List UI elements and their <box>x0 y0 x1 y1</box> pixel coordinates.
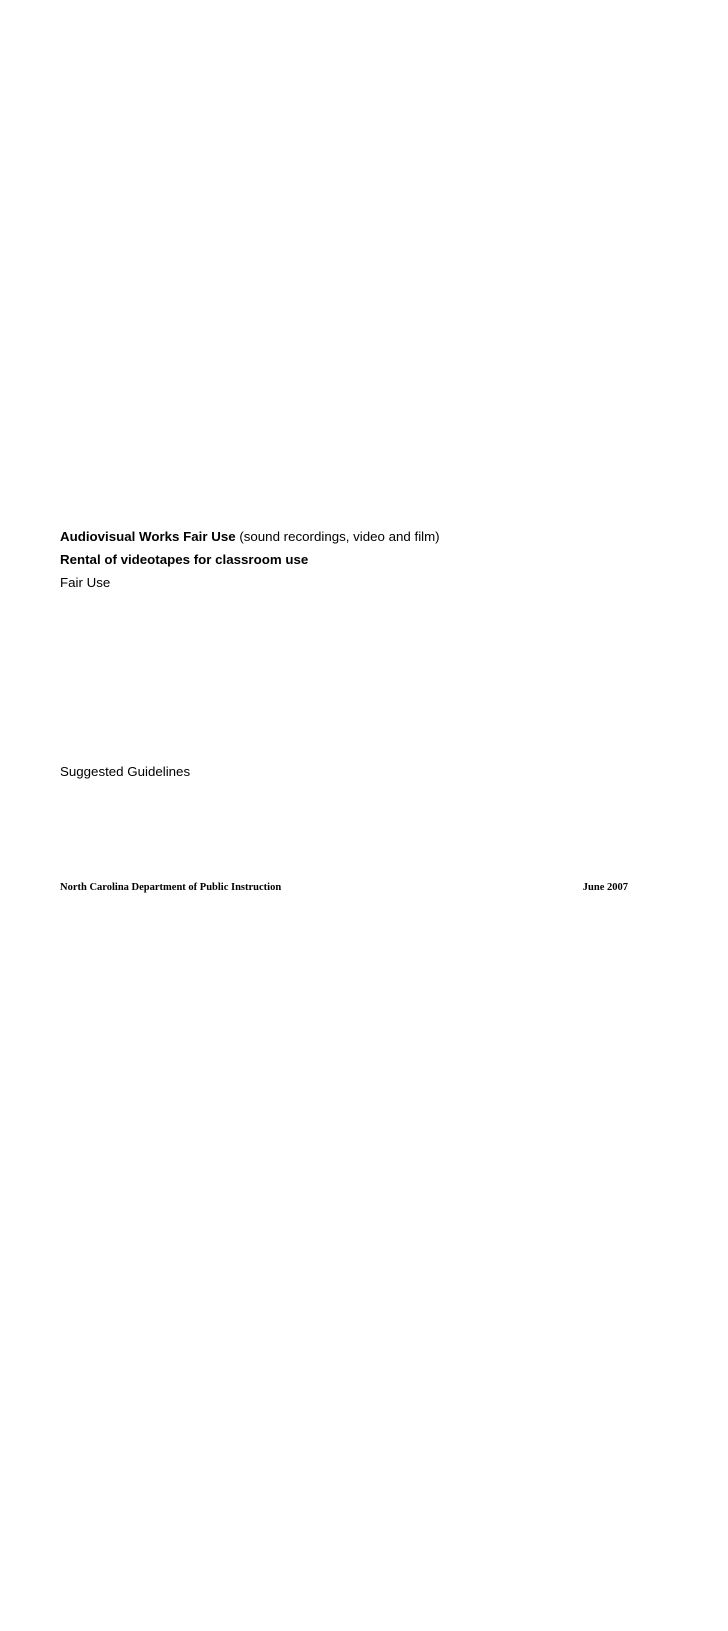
section-heading-rental: Rental of videotapes for classroom use <box>60 552 309 567</box>
footer-date: June 2007 <box>582 882 628 893</box>
page-footer <box>60 882 628 893</box>
section-heading-audiovisual: Audiovisual Works Fair Use (sound recordings, video and film) <box>60 529 440 544</box>
subheading-suggested-guidelines: Suggested Guidelines <box>60 764 191 779</box>
footer-organization: North Carolina Department of Public Instruction <box>60 882 282 893</box>
subheading-fair-use: Fair Use <box>60 575 111 590</box>
